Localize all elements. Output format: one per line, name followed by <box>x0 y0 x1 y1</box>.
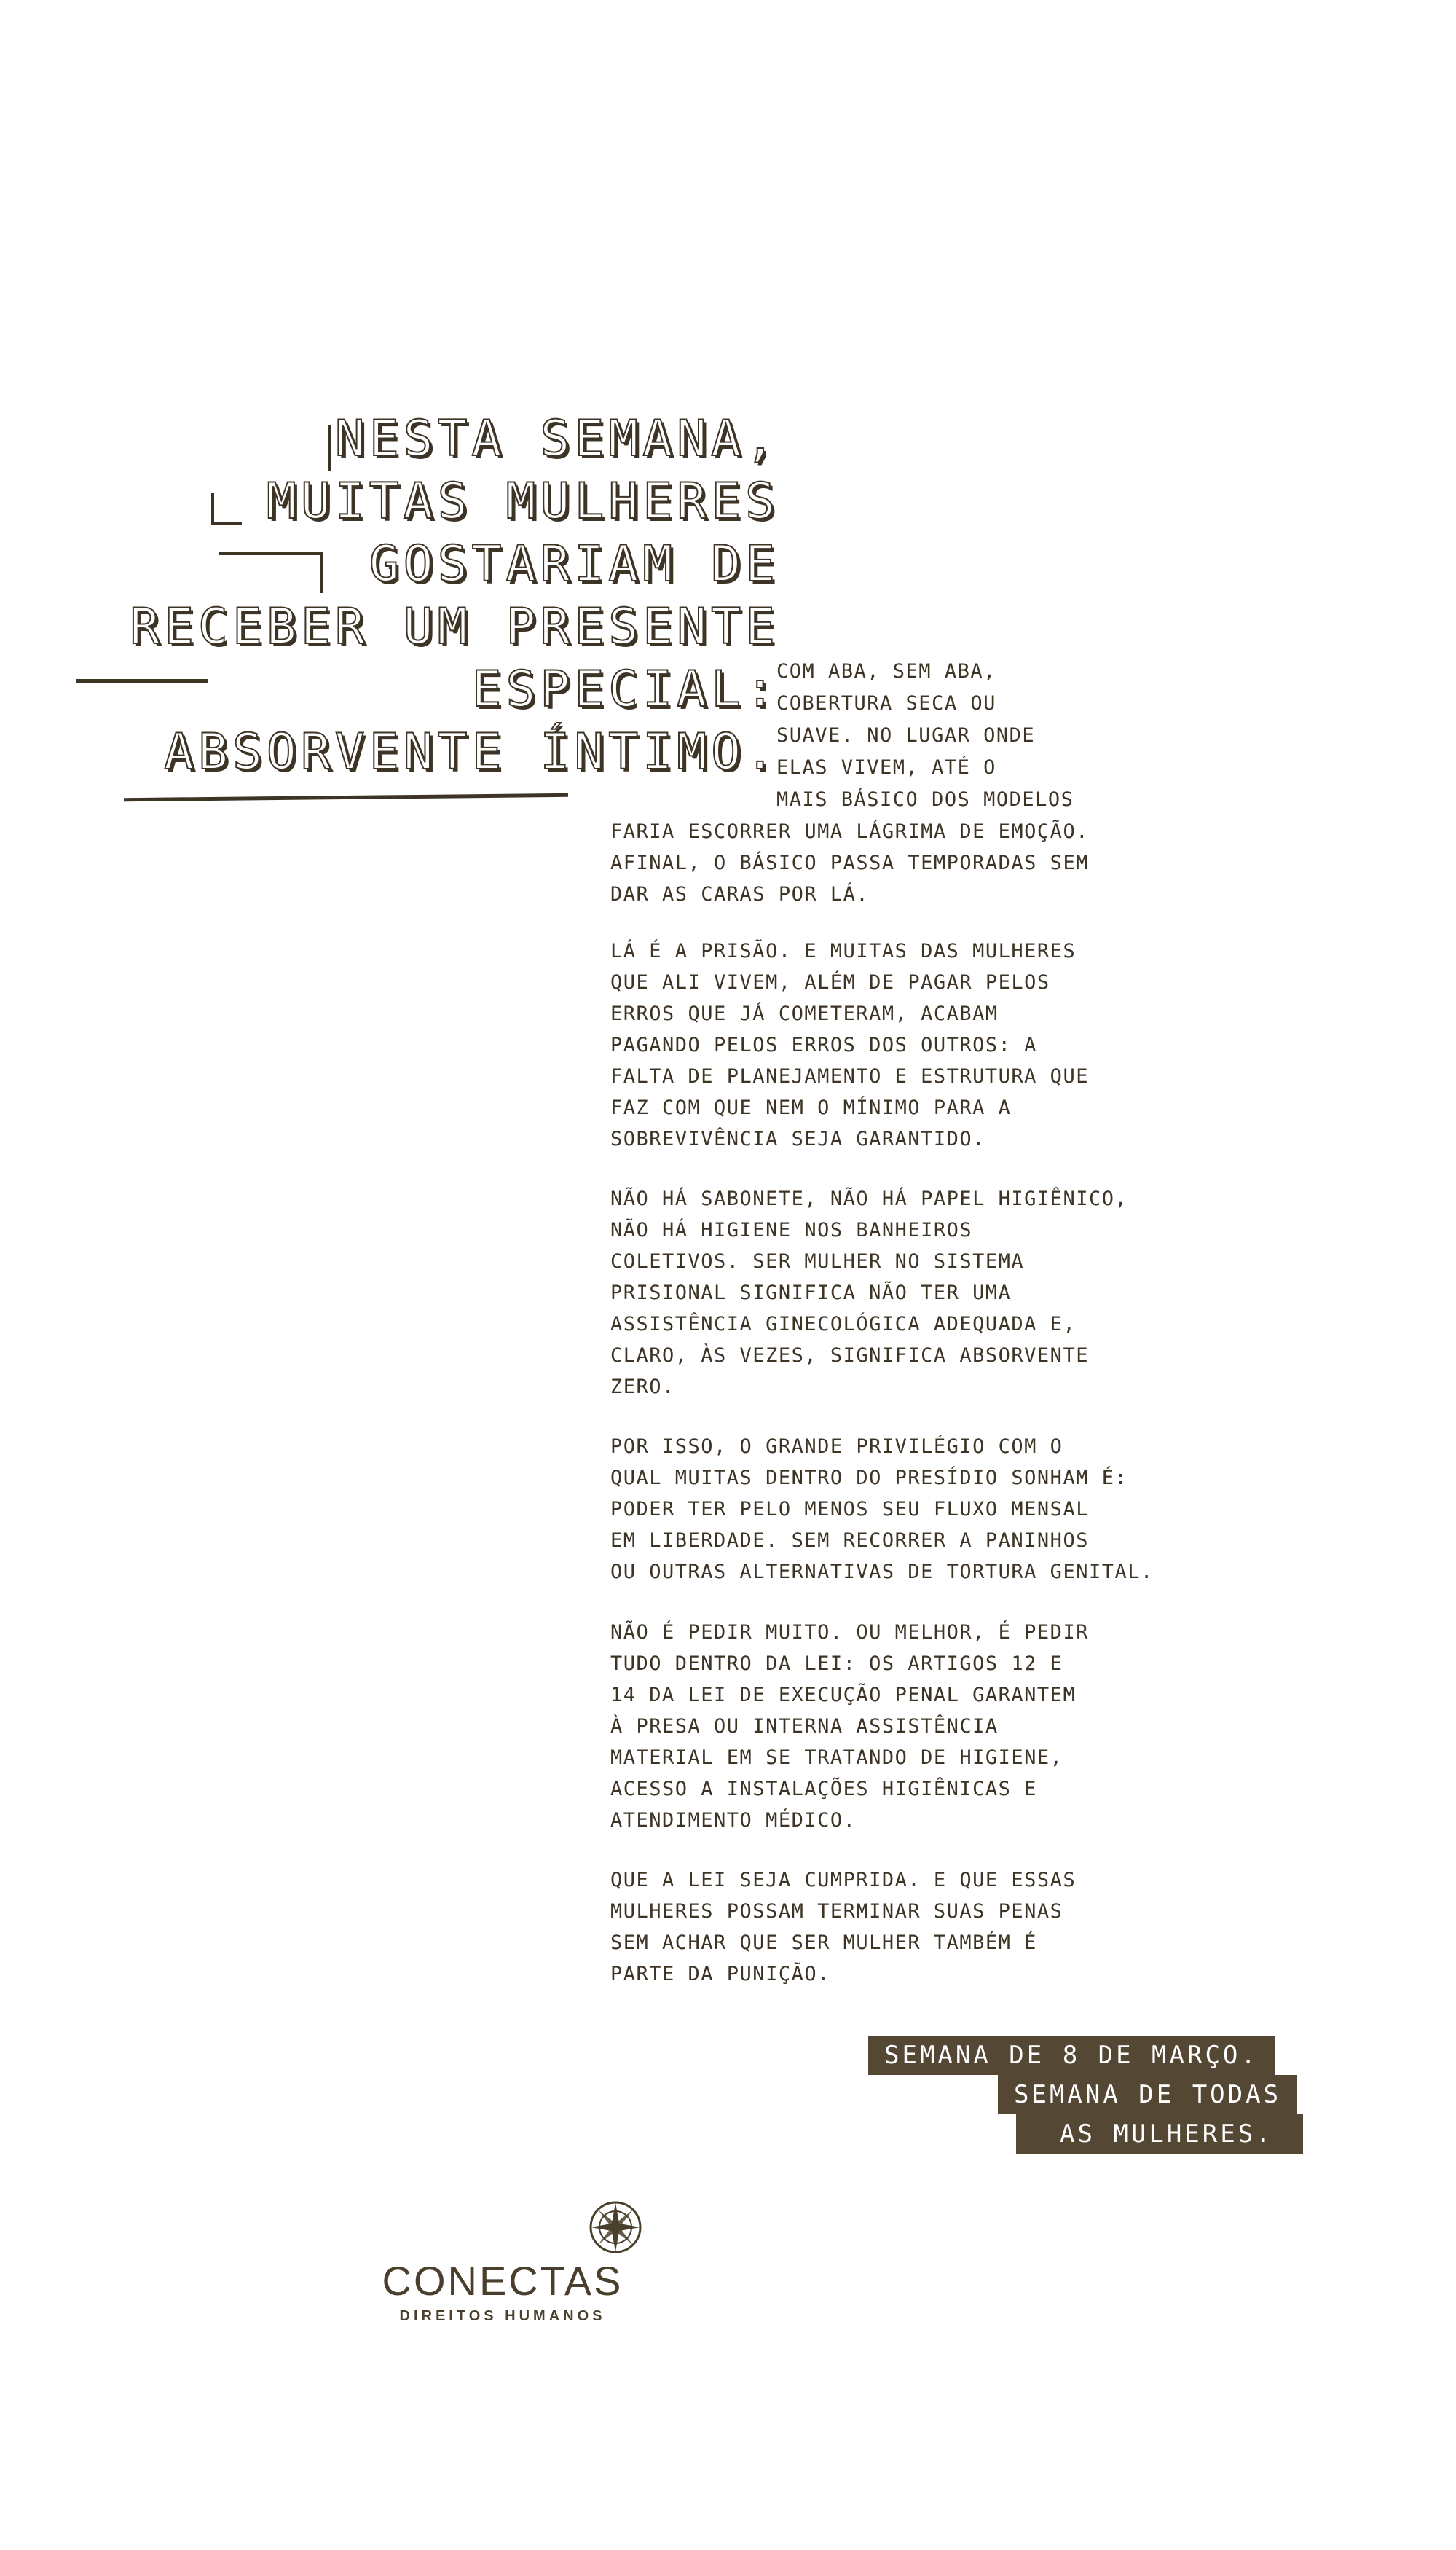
headline-rule-7 <box>124 793 568 801</box>
headline-rule-2 <box>211 493 214 525</box>
body-paragraph-1 <box>610 816 1222 910</box>
headline-line-3: GOSTARIAM DE <box>369 536 779 593</box>
body-text-line: COM ABA, SEM ABA, <box>776 660 996 683</box>
body-text-line: PODER TER PELO MENOS SEU FLUXO MENSAL <box>610 1498 1089 1521</box>
tagline-line-1: SEMANA DE 8 DE MARÇO. <box>868 2036 1275 2075</box>
body-lead <box>776 656 1141 816</box>
body-text-line: EM LIBERDADE. SEM RECORRER A PANINHOS <box>610 1529 1089 1552</box>
body-text-line: CLARO, ÀS VEZES, SIGNIFICA ABSORVENTE <box>610 1344 1089 1367</box>
headline-rule-1 <box>328 425 331 471</box>
headline-rule-6 <box>76 679 208 683</box>
body-text-line: SUAVE. NO LUGAR ONDE <box>776 724 1036 747</box>
body-text-line: LÁ É A PRISÃO. E MUITAS DAS MULHERES <box>610 940 1077 962</box>
body-text-line: ELAS VIVEM, ATÉ O <box>776 756 996 779</box>
body-paragraph-2 <box>610 935 1222 1155</box>
body-text-line: NÃO HÁ HIGIENE NOS BANHEIROS <box>610 1219 973 1241</box>
body-text-line: À PRESA OU INTERNA ASSISTÊNCIA <box>610 1715 999 1738</box>
body-text-line: DAR AS CARAS POR LÁ. <box>610 883 870 906</box>
body-text-line: PRISIONAL SIGNIFICA NÃO TER UMA <box>610 1282 1012 1304</box>
body-text-line: SOBREVIVÊNCIA SEJA GARANTIDO. <box>610 1128 985 1150</box>
body-text-line: MATERIAL EM SE TRATANDO DE HIGIENE, <box>610 1746 1063 1769</box>
headline-rule-5 <box>320 552 323 593</box>
headline <box>73 408 779 784</box>
body-text-line: MULHERES POSSAM TERMINAR SUAS PENAS <box>610 1900 1063 1923</box>
headline-line-2: MUITAS MULHERES <box>266 473 779 530</box>
body-text-line: SEM ACHAR QUE SER MULHER TAMBÉM É <box>610 1931 1037 1954</box>
body-text-line: FALTA DE PLANEJAMENTO E ESTRUTURA QUE <box>610 1065 1089 1088</box>
body-text-line: PARTE DA PUNIÇÃO. <box>610 1963 830 1985</box>
body-paragraph-5 <box>610 1617 1222 1836</box>
body-text-line: AFINAL, O BÁSICO PASSA TEMPORADAS SEM <box>610 852 1089 874</box>
brand-subtitle: DIREITOS HUMANOS <box>399 2308 606 2324</box>
brand-name: CONECTAS <box>382 2258 623 2304</box>
body-text-line: NÃO É PEDIR MUITO. OU MELHOR, É PEDIR <box>610 1621 1089 1644</box>
tagline-line-3: AS MULHERES. <box>1016 2114 1303 2154</box>
body-text-line: POR ISSO, O GRANDE PRIVILÉGIO COM O <box>610 1435 1063 1458</box>
headline-rule-3 <box>211 522 242 525</box>
headline-line-1: NESTA SEMANA, <box>334 410 779 468</box>
compass-rose-icon <box>587 2199 644 2256</box>
body-paragraph-3 <box>610 1183 1222 1402</box>
body-text-line: QUE ALI VIVEM, ALÉM DE PAGAR PELOS <box>610 971 1050 994</box>
headline-rule-4 <box>219 552 320 555</box>
body-text-line: OU OUTRAS ALTERNATIVAS DE TORTURA GENITAL. <box>610 1561 1154 1583</box>
headline-line-4: RECEBER UM PRESENTE <box>130 598 779 656</box>
tagline-line-2: SEMANA DE TODAS <box>998 2075 1297 2114</box>
body-text-line: ASSISTÊNCIA GINECOLÓGICA ADEQUADA E, <box>610 1313 1077 1335</box>
body-text-line: QUE A LEI SEJA CUMPRIDA. E QUE ESSAS <box>610 1869 1077 1891</box>
body-paragraph-6 <box>610 1864 1222 1990</box>
headline-line-6: ABSORVENTE ÍNTIMO. <box>164 723 779 781</box>
body-paragraph-4 <box>610 1431 1222 1588</box>
body-text-line: ZERO. <box>610 1376 675 1398</box>
body-text-line: COBERTURA SECA OU <box>776 692 996 715</box>
body-text-line: MAIS BÁSICO DOS MODELOS <box>776 788 1074 811</box>
body-text-line: ACESSO A INSTALAÇÕES HIGIÊNICAS E <box>610 1778 1037 1800</box>
body-text-line: COLETIVOS. SER MULHER NO SISTEMA <box>610 1250 1025 1273</box>
body-text-line: ATENDIMENTO MÉDICO. <box>610 1809 857 1832</box>
body-text-line: QUAL MUITAS DENTRO DO PRESÍDIO SONHAM É: <box>610 1467 1128 1489</box>
body-text-line: NÃO HÁ SABONETE, NÃO HÁ PAPEL HIGIÊNICO, <box>610 1188 1128 1210</box>
body-text-line: FAZ COM QUE NEM O MÍNIMO PARA A <box>610 1096 1012 1119</box>
body-text-line: ERROS QUE JÁ COMETERAM, ACABAM <box>610 1003 999 1025</box>
body-text-line: TUDO DENTRO DA LEI: OS ARTIGOS 12 E <box>610 1652 1063 1675</box>
body-text-line: 14 DA LEI DE EXECUÇÃO PENAL GARANTEM <box>610 1684 1077 1706</box>
body-text-line: FARIA ESCORRER UMA LÁGRIMA DE EMOÇÃO. <box>610 820 1089 843</box>
headline-line-5: ESPECIAL: <box>471 661 779 718</box>
body-text-line: PAGANDO PELOS ERROS DOS OUTROS: A <box>610 1034 1037 1056</box>
